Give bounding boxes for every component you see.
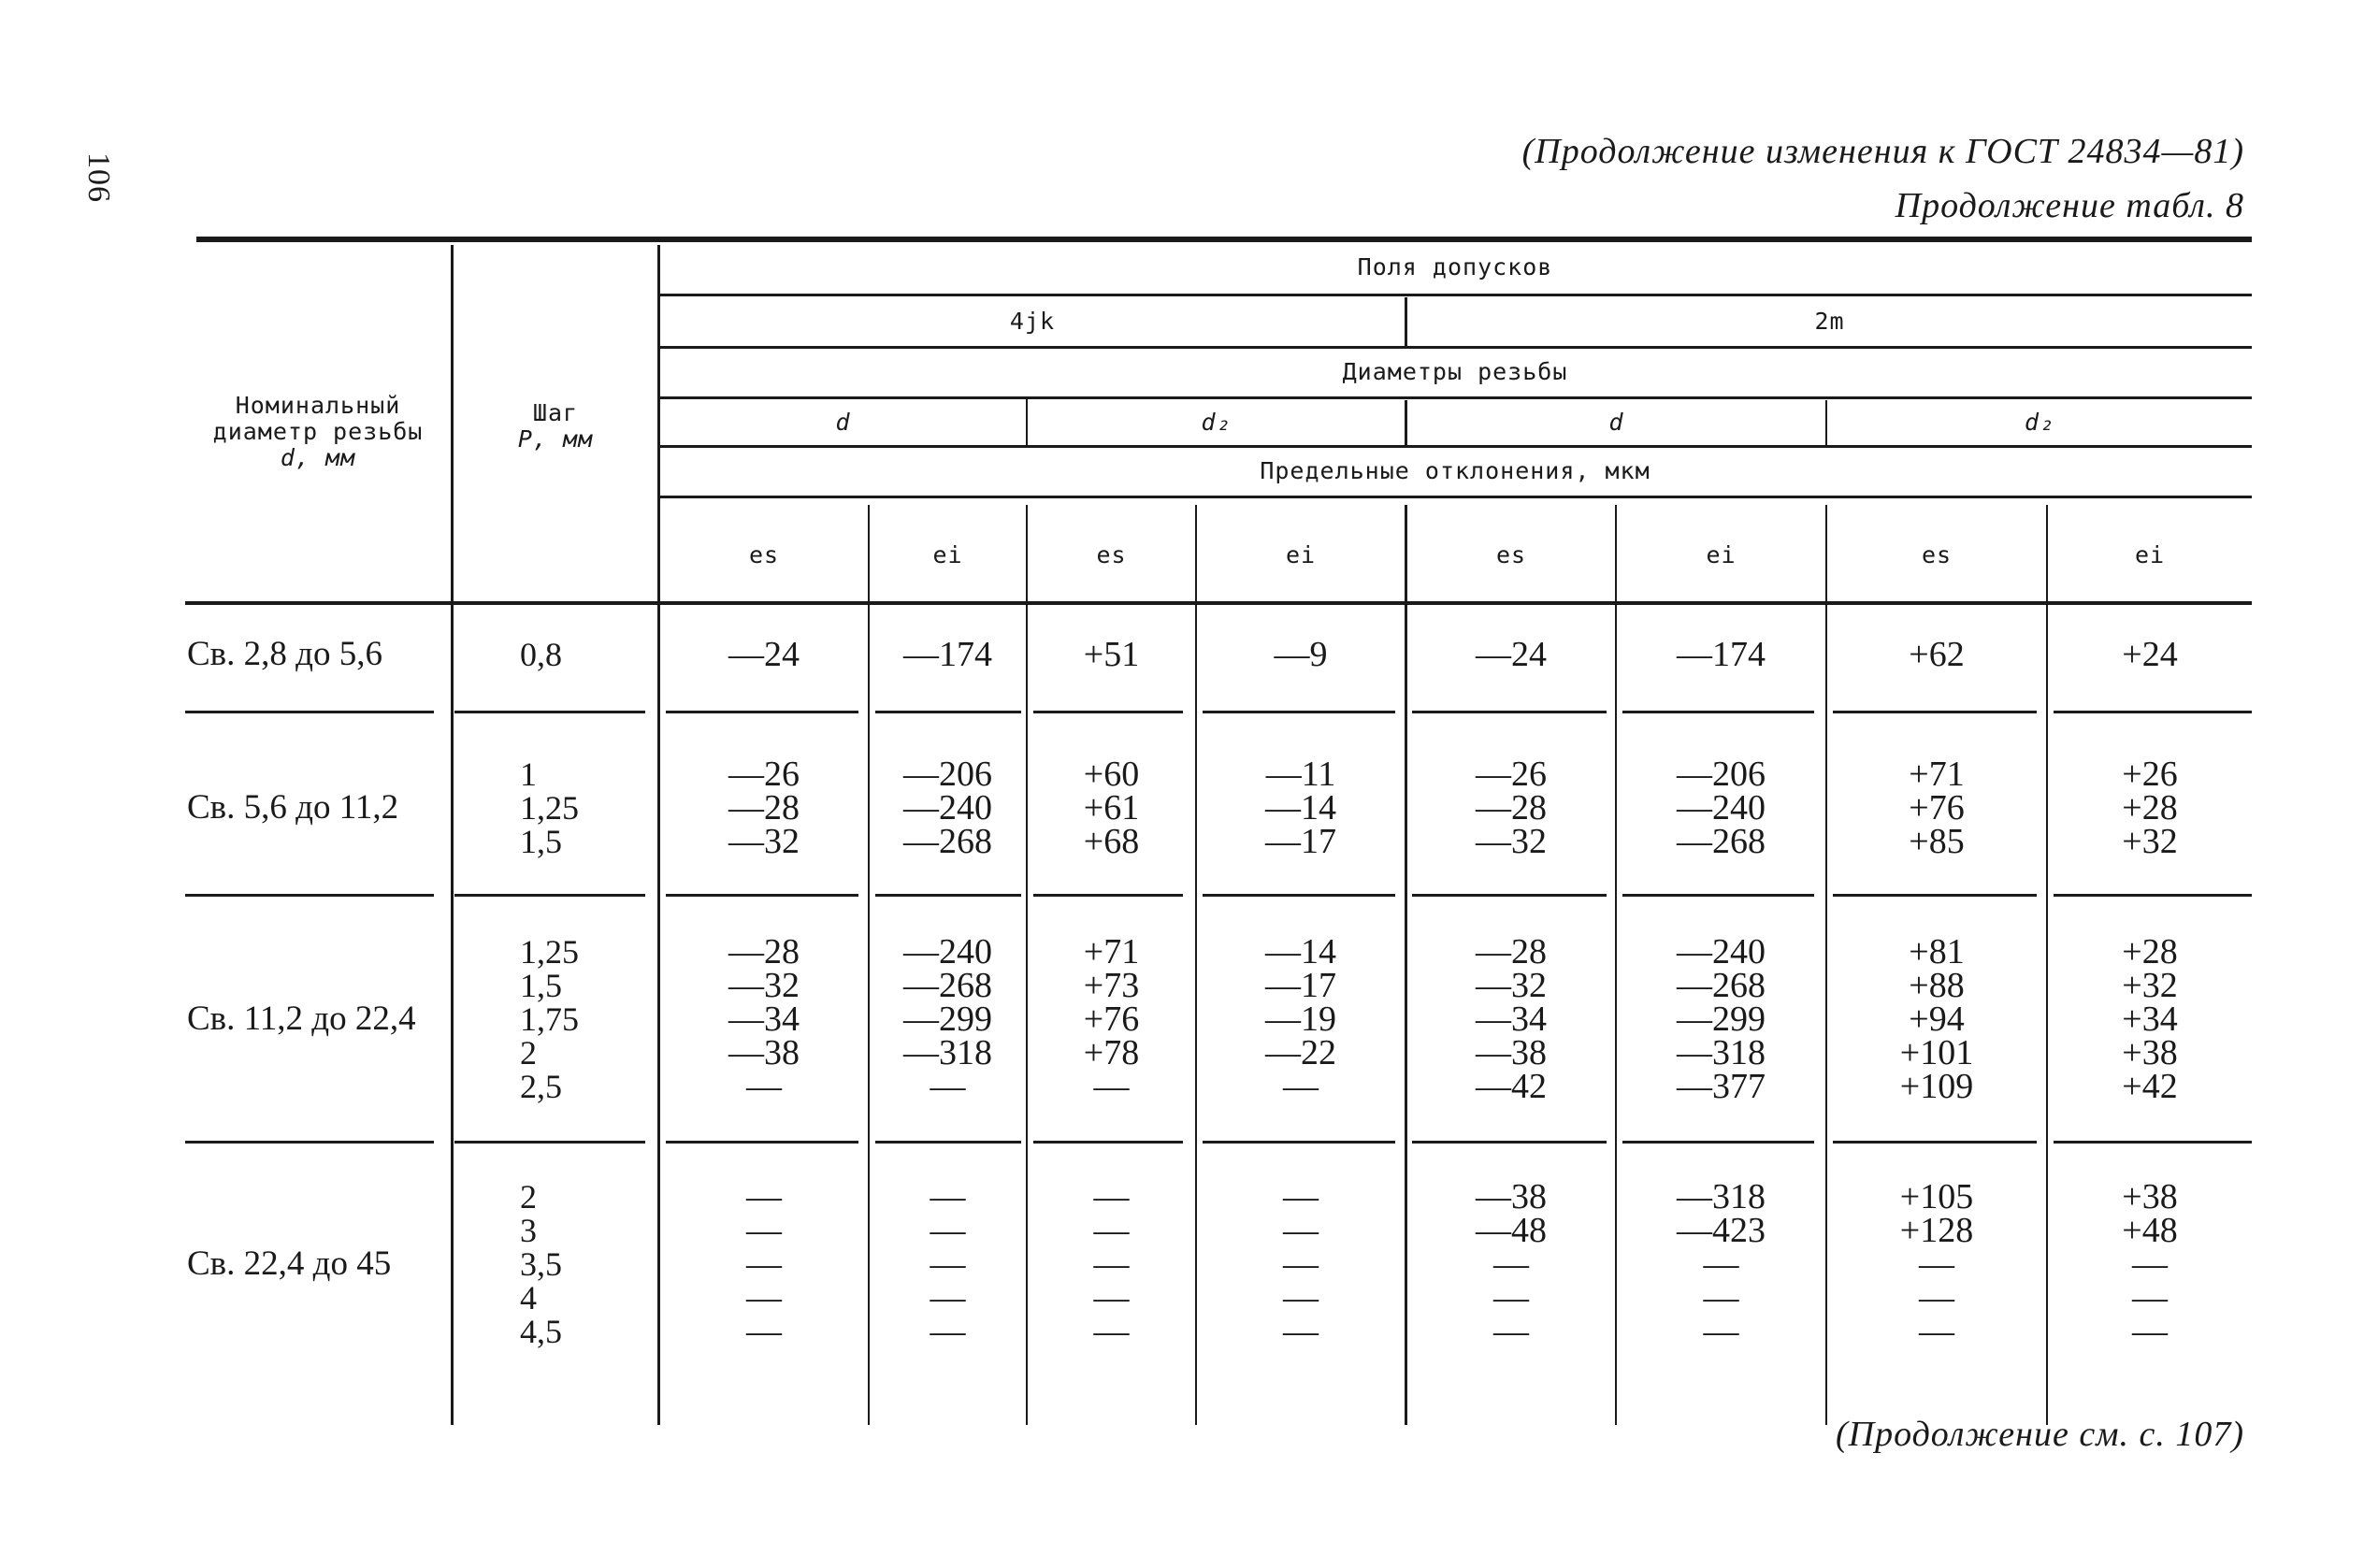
deviation-value: — — [746, 1067, 782, 1106]
deviation-value: —268 — [903, 822, 992, 861]
row-separator — [1622, 711, 1814, 713]
deviation-value: — — [1093, 1211, 1130, 1250]
row-separator — [1412, 894, 1607, 897]
deviation-value: —299 — [1677, 1000, 1766, 1039]
row-label: Св. 2,8 до 5,6 — [187, 635, 382, 673]
deviation-value: —42 — [1476, 1067, 1547, 1106]
deviation-value: +73 — [1083, 966, 1140, 1005]
deviation-cell — [1197, 1177, 1405, 1351]
deviation-value: —318 — [1677, 1033, 1766, 1072]
deviation-value: — — [1093, 1312, 1130, 1351]
deviation-cell — [2048, 932, 2252, 1106]
deviation-value: —32 — [1476, 822, 1547, 861]
pitch-value: 2,5 — [520, 1068, 562, 1105]
deviation-value: — — [930, 1067, 966, 1106]
deviation-value: — — [1283, 1177, 1319, 1216]
deviation-value: +61 — [1083, 788, 1140, 827]
deviation-value: —174 — [1677, 635, 1766, 674]
deviation-value: —32 — [728, 822, 800, 861]
pitch-value: 2 — [520, 1178, 537, 1216]
row-separator — [454, 1141, 645, 1144]
deviation-value: — — [1093, 1067, 1130, 1106]
deviation-value: — — [1283, 1244, 1319, 1284]
header-es-3: es — [1495, 541, 1527, 568]
row-label: Св. 22,4 до 45 — [187, 1244, 392, 1283]
deviation-value: —38 — [1476, 1177, 1547, 1216]
header-nominal-diameter-line2: диаметр резьбы — [212, 418, 424, 445]
rule-under-thread-diameters — [659, 396, 2252, 399]
deviation-value: — — [746, 1177, 782, 1216]
row-separator — [1412, 1141, 1607, 1144]
deviation-value: — — [1283, 1312, 1319, 1351]
deviation-value: —32 — [1476, 966, 1547, 1005]
header-ei-4: ei — [2134, 541, 2166, 568]
deviation-value: +38 — [2122, 1177, 2178, 1216]
header-nominal-diameter — [187, 393, 449, 471]
pitch-cell — [520, 757, 579, 858]
row-separator — [1203, 894, 1395, 897]
deviation-value: — — [930, 1177, 966, 1216]
deviation-value: +71 — [1083, 932, 1140, 971]
deviation-value: —28 — [1476, 932, 1547, 971]
header-ei-3: ei — [1706, 541, 1737, 568]
deviation-value: —17 — [1265, 966, 1336, 1005]
deviation-value: — — [1283, 1211, 1319, 1250]
deviation-cell — [1028, 1177, 1195, 1351]
header-pitch — [454, 400, 656, 453]
deviation-value: +88 — [1909, 966, 1965, 1005]
deviation-cell — [660, 755, 868, 861]
deviation-value: — — [2132, 1278, 2168, 1317]
deviation-value: —19 — [1265, 1000, 1336, 1039]
deviation-value: — — [930, 1278, 966, 1317]
deviation-value: — — [1093, 1177, 1130, 1216]
row-separator — [454, 894, 645, 897]
deviation-value: +128 — [1899, 1211, 1974, 1250]
header-ei-1: ei — [932, 541, 963, 568]
deviation-cell — [2048, 755, 2252, 861]
deviation-value: — — [1919, 1312, 1954, 1351]
deviation-value: — — [2132, 1244, 2168, 1284]
deviation-value: +71 — [1909, 755, 1965, 794]
pitch-cell — [520, 1180, 562, 1348]
deviation-value: — — [746, 1278, 782, 1317]
deviation-value: —24 — [728, 635, 800, 674]
deviation-value: —268 — [903, 966, 992, 1005]
header-limit-deviations: Предельные отклонения, мкм — [1260, 457, 1650, 484]
deviation-value: —26 — [728, 755, 800, 794]
continuation-footer: (Продолжение см. с. 107) — [1835, 1415, 2244, 1454]
deviation-value: +81 — [1909, 932, 1965, 971]
pitch-value: 0,8 — [520, 636, 562, 673]
deviation-cell — [1617, 755, 1825, 861]
row-separator — [185, 894, 434, 897]
deviation-value: +78 — [1083, 1033, 1140, 1072]
table-caption: Продолжение табл. 8 — [1895, 186, 2244, 225]
deviation-value: — — [1703, 1278, 1739, 1317]
deviation-value: —174 — [903, 635, 992, 674]
deviation-value: +42 — [2122, 1067, 2178, 1106]
deviation-value: —22 — [1265, 1033, 1336, 1072]
header-es-2: es — [1096, 541, 1127, 568]
deviation-cell — [660, 635, 868, 674]
deviation-cell — [1827, 932, 2046, 1106]
deviation-value: +34 — [2122, 1000, 2178, 1039]
deviation-value: —240 — [903, 788, 992, 827]
deviation-cell — [870, 635, 1026, 674]
deviation-value: — — [1283, 1067, 1319, 1106]
pitch-value: 3 — [520, 1212, 537, 1249]
deviation-value: +101 — [1899, 1033, 1974, 1072]
row-separator — [1412, 711, 1607, 713]
rule-under-field-names — [659, 346, 2252, 349]
deviation-value: +51 — [1083, 635, 1140, 674]
deviation-value: —14 — [1265, 788, 1336, 827]
deviation-value: — — [1703, 1312, 1739, 1351]
page-number: 106 — [81, 152, 116, 203]
deviation-value: +24 — [2122, 635, 2178, 674]
row-separator — [1033, 1141, 1183, 1144]
deviation-value: — — [1093, 1278, 1130, 1317]
deviation-value: —38 — [728, 1033, 800, 1072]
deviation-value: +48 — [2122, 1211, 2178, 1250]
pitch-cell — [520, 935, 579, 1103]
deviation-value: —240 — [1677, 788, 1766, 827]
header-d2-4jk: d₂ — [1201, 409, 1232, 436]
deviation-value: —299 — [903, 1000, 992, 1039]
header-es-4: es — [1921, 541, 1953, 568]
deviation-value: +76 — [1909, 788, 1965, 827]
row-separator — [2054, 1141, 2252, 1144]
deviation-cell — [1617, 932, 1825, 1106]
header-nominal-diameter-line1: Номинальный — [235, 392, 401, 419]
row-separator — [1833, 711, 2037, 713]
header-d2-2m: d₂ — [2024, 409, 2055, 436]
deviation-value: —318 — [1677, 1177, 1766, 1216]
row-separator — [2054, 711, 2252, 713]
deviation-value: — — [1283, 1278, 1319, 1317]
rule-under-limit-deviations — [659, 496, 2252, 498]
deviation-cell — [1407, 1177, 1615, 1351]
header-ei-2: ei — [1285, 541, 1317, 568]
deviation-value: — — [930, 1211, 966, 1250]
deviation-value: —423 — [1677, 1211, 1766, 1250]
deviation-cell — [660, 932, 868, 1106]
deviation-cell — [2048, 1177, 2252, 1351]
deviation-value: +109 — [1899, 1067, 1974, 1106]
deviation-value: — — [1493, 1244, 1529, 1284]
row-separator — [875, 894, 1021, 897]
pitch-value: 3,5 — [520, 1245, 562, 1283]
deviation-value: +32 — [2122, 966, 2178, 1005]
deviation-value: +68 — [1083, 822, 1140, 861]
row-separator — [1033, 711, 1183, 713]
deviation-value: — — [2132, 1312, 2168, 1351]
deviation-cell — [1617, 1177, 1825, 1351]
deviation-value: +28 — [2122, 788, 2178, 827]
deviation-value: —11 — [1265, 755, 1336, 794]
header-bottom-rule — [185, 601, 2252, 605]
deviation-cell — [870, 932, 1026, 1106]
header-nominal-diameter-line3: d, мм — [280, 444, 356, 471]
header-es-1: es — [748, 541, 780, 568]
row-separator — [185, 1141, 434, 1144]
header-d-2m: d — [1608, 409, 1624, 436]
header-thread-diameters: Диаметры резьбы — [1342, 358, 1568, 385]
deviation-value: —268 — [1677, 966, 1766, 1005]
row-separator — [875, 711, 1021, 713]
row-separator — [1833, 1141, 2037, 1144]
deviation-cell — [1617, 635, 1825, 674]
continuation-header: (Продолжение изменения к ГОСТ 24834—81) — [1521, 132, 2244, 171]
row-separator — [454, 711, 645, 713]
deviation-value: — — [1493, 1312, 1529, 1351]
deviation-value: +26 — [2122, 755, 2178, 794]
deviation-value: — — [746, 1312, 782, 1351]
deviation-value: — — [1093, 1244, 1130, 1284]
deviation-value: —48 — [1476, 1211, 1547, 1250]
deviation-value: —377 — [1677, 1067, 1766, 1106]
vrule-label-pitch — [451, 245, 454, 1425]
deviation-value: —268 — [1677, 822, 1766, 861]
deviation-value: — — [1919, 1278, 1954, 1317]
deviation-value: —34 — [1476, 1000, 1547, 1039]
header-field-2m: 2m — [1814, 308, 1845, 335]
deviation-cell — [1827, 755, 2046, 861]
pitch-value: 1,25 — [520, 789, 579, 827]
deviation-cell — [870, 1177, 1026, 1351]
deviation-value: — — [746, 1244, 782, 1284]
pitch-value: 4 — [520, 1279, 537, 1316]
deviation-value: —32 — [728, 966, 800, 1005]
deviation-value: +60 — [1083, 755, 1140, 794]
deviation-cell — [1028, 635, 1195, 674]
row-separator — [666, 711, 858, 713]
pitch-value: 1 — [520, 755, 537, 793]
row-separator — [1203, 1141, 1395, 1144]
deviation-value: — — [746, 1211, 782, 1250]
deviation-value: —240 — [1677, 932, 1766, 971]
deviation-value: —26 — [1476, 755, 1547, 794]
deviation-cell — [1407, 635, 1615, 674]
deviation-value: —17 — [1265, 822, 1336, 861]
deviation-value: — — [1703, 1244, 1739, 1284]
deviation-value: —28 — [1476, 788, 1547, 827]
pitch-value: 1,75 — [520, 1000, 579, 1038]
rule-under-tolerance-fields — [659, 294, 2252, 296]
deviation-value: —9 — [1274, 635, 1328, 674]
deviation-value: — — [1493, 1278, 1529, 1317]
deviation-cell — [2048, 635, 2252, 674]
row-separator — [666, 894, 858, 897]
deviation-value: —24 — [1476, 635, 1547, 674]
deviation-cell — [1827, 635, 2046, 674]
deviation-value: +38 — [2122, 1033, 2178, 1072]
deviation-value: —14 — [1265, 932, 1336, 971]
deviation-value: —206 — [903, 755, 992, 794]
deviation-cell — [1407, 755, 1615, 861]
header-pitch-line1: Шаг — [532, 399, 579, 426]
row-separator — [666, 1141, 858, 1144]
header-d-4jk: d — [835, 409, 851, 436]
deviation-value: +32 — [2122, 822, 2178, 861]
deviation-value: —38 — [1476, 1033, 1547, 1072]
deviation-value: +28 — [2122, 932, 2178, 971]
pitch-value: 4,5 — [520, 1313, 562, 1350]
deviation-value: —240 — [903, 932, 992, 971]
pitch-value: 2 — [520, 1034, 537, 1072]
deviation-cell — [1827, 1177, 2046, 1351]
deviation-value: +62 — [1909, 635, 1965, 674]
header-field-4jk: 4jk — [1009, 308, 1056, 335]
deviation-value: —28 — [728, 788, 800, 827]
row-separator — [1622, 894, 1814, 897]
deviation-value: +76 — [1083, 1000, 1140, 1039]
pitch-value: 1,5 — [520, 823, 562, 860]
deviation-value: —34 — [728, 1000, 800, 1039]
deviation-cell — [1197, 932, 1405, 1106]
deviation-cell — [1197, 635, 1405, 674]
row-label: Св. 11,2 до 22,4 — [187, 1000, 416, 1038]
deviation-cell — [1028, 932, 1195, 1106]
row-label: Св. 5,6 до 11,2 — [187, 788, 399, 827]
deviation-value: +105 — [1899, 1177, 1974, 1216]
deviation-cell — [1197, 755, 1405, 861]
top-rule — [196, 237, 2252, 242]
row-separator — [1833, 894, 2037, 897]
deviation-cell — [870, 755, 1026, 861]
deviation-value: +85 — [1909, 822, 1965, 861]
deviation-value: —206 — [1677, 755, 1766, 794]
deviation-value: — — [930, 1244, 966, 1284]
deviation-value: +94 — [1909, 1000, 1965, 1039]
header-tolerance-fields: Поля допусков — [1357, 253, 1553, 281]
deviation-value: — — [930, 1312, 966, 1351]
header-pitch-line2: P, мм — [517, 425, 594, 453]
row-separator — [875, 1141, 1021, 1144]
pitch-cell — [520, 638, 562, 671]
deviation-value: —318 — [903, 1033, 992, 1072]
deviation-cell — [1028, 755, 1195, 861]
deviation-value: — — [1919, 1244, 1954, 1284]
pitch-value: 1,25 — [520, 933, 579, 971]
row-separator — [185, 711, 434, 713]
deviation-cell — [1407, 932, 1615, 1106]
row-separator — [1203, 711, 1395, 713]
deviation-cell — [660, 1177, 868, 1351]
rule-under-d-d2 — [659, 445, 2252, 448]
pitch-value: 1,5 — [520, 967, 562, 1004]
row-separator — [2054, 894, 2252, 897]
row-separator — [1033, 894, 1183, 897]
deviation-value: —28 — [728, 932, 800, 971]
row-separator — [1622, 1141, 1814, 1144]
